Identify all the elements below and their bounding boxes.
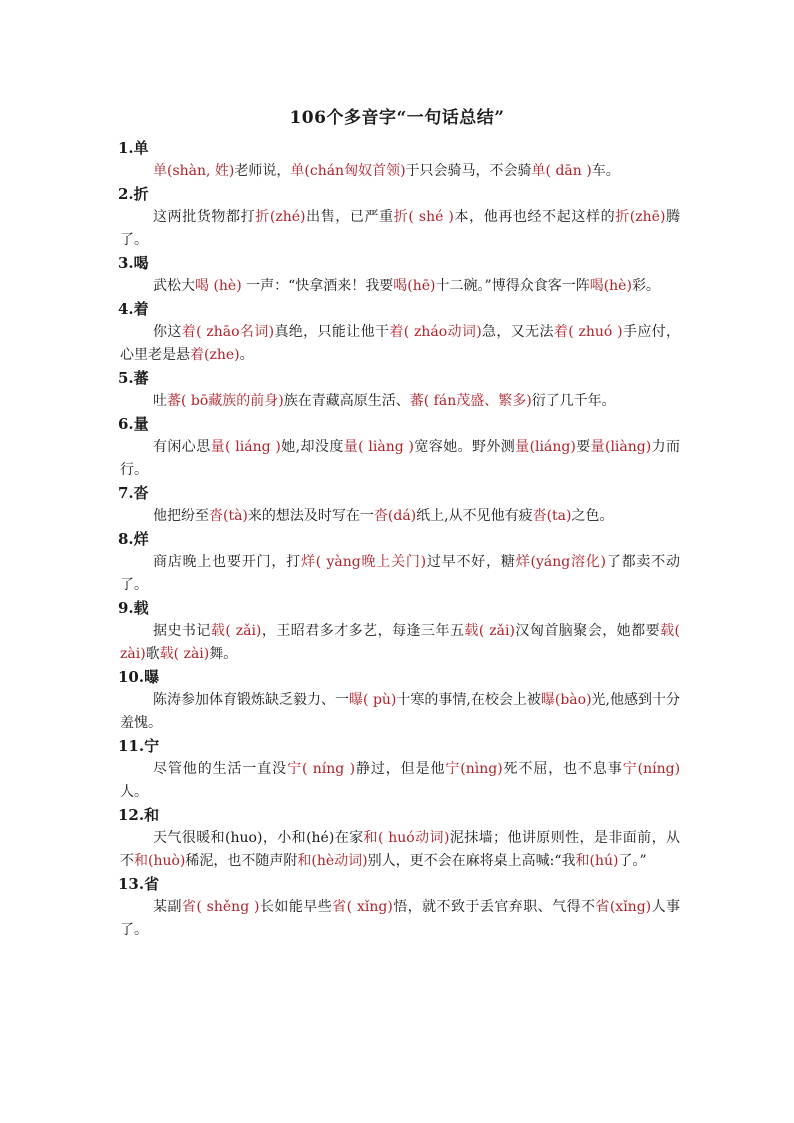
sentence-text: 商店晚上也要开门，打 <box>153 554 301 570</box>
entry-heading: 3.喝 <box>118 254 149 272</box>
sentence-text: 十二碗。”博得众食客一阵 <box>435 278 590 294</box>
entry-sentence <box>118 896 680 942</box>
entry-heading: 6.量 <box>118 415 149 433</box>
sentence-text: 这两批货物都打 <box>153 209 256 225</box>
pronunciation-annotation: 和( huó动词) <box>363 830 450 846</box>
pronunciation-annotation: 和(hè动词) <box>297 853 368 869</box>
pronunciation-annotation: 沓(tà) <box>209 508 248 524</box>
pronunciation-annotation: 折( shé ) <box>393 209 454 225</box>
pronunciation-annotation: 省( shěng ) <box>181 899 260 915</box>
sentence-text: 他把纷至 <box>153 508 209 524</box>
sentence-text: 真绝，只能让他干 <box>274 324 390 340</box>
sentence-text: 汉匈首脑聚会，她都要 <box>514 623 661 639</box>
sentence-text: 天气很暖和(huo)，小和(hé)在家 <box>153 830 364 846</box>
sentence-text: ，王昭君多才多艺，每逢三年五 <box>261 623 465 639</box>
sentence-text: 来的想法及时写在一 <box>247 508 374 524</box>
sentence-text: 悟，就不致于丢官弃职、气得不 <box>392 899 596 915</box>
pronunciation-annotation: 蕃( fán茂盛、繁多) <box>409 393 532 409</box>
sentence-text: 光,他感到十分羞愧。 <box>120 692 681 731</box>
pronunciation-annotation: 省( xǐng) <box>332 899 393 915</box>
entry-10 <box>118 666 680 735</box>
pronunciation-annotation: 曝( pù) <box>349 692 397 708</box>
pronunciation-annotation: 单(chán匈奴首领) <box>290 163 406 179</box>
sentence-text: 吐 <box>153 393 167 409</box>
pronunciation-annotation: 着( zhāo名词) <box>181 324 275 340</box>
pronunciation-annotation: 烊(yáng溶化) <box>515 554 607 570</box>
entry-heading: 7.沓 <box>118 484 149 502</box>
sentence-text: 尽管他的生活一直没 <box>153 761 288 777</box>
pronunciation-annotation: 喝(hē) <box>393 278 436 294</box>
pronunciation-annotation: 着( zháo动词) <box>389 324 482 340</box>
pronunciation-annotation: 折(zhē) <box>615 209 666 225</box>
sentence-text: 了。” <box>618 853 647 869</box>
sentence-text: 急，又无法 <box>481 324 554 340</box>
sentence-text: 之色。 <box>571 508 614 524</box>
entry-sentence <box>118 436 680 482</box>
sentence-text: 手应付，心里老是悬 <box>120 324 681 363</box>
pronunciation-annotation: 单( dān ) <box>531 163 592 179</box>
sentence-text: 衍了几千年。 <box>531 393 616 409</box>
pronunciation-annotation: 折(zhé) <box>255 209 306 225</box>
entry-sentence <box>118 206 680 252</box>
pronunciation-annotation: 单(shàn, 姓) <box>153 163 235 179</box>
entry-sentence <box>118 689 680 735</box>
entry-sentence <box>118 321 680 367</box>
entry-11 <box>118 735 680 804</box>
pronunciation-annotation: 曝(bào) <box>540 692 592 708</box>
pronunciation-annotation: 着(zhe) <box>190 347 240 363</box>
entry-13 <box>118 873 680 942</box>
pronunciation-annotation: 烊( yàng晚上关门) <box>300 554 427 570</box>
document-body <box>118 137 680 942</box>
sentence-text: 静过，但是他 <box>355 761 446 777</box>
pronunciation-annotation: 着( zhuó ) <box>553 324 623 340</box>
sentence-text: 一声：“快拿酒来！我要 <box>241 278 394 294</box>
sentence-text: 出售，已严重 <box>305 209 394 225</box>
sentence-text: 了都卖不动了。 <box>120 554 681 593</box>
sentence-text: 人事了。 <box>120 899 681 938</box>
entry-heading: 10.曝 <box>118 668 160 686</box>
entry-sentence <box>118 160 680 183</box>
pronunciation-annotation: 量( liáng ) <box>210 439 281 455</box>
entry-2 <box>118 183 680 252</box>
sentence-text: 车。 <box>591 163 620 179</box>
sentence-text: 过早不好，糖 <box>426 554 516 570</box>
sentence-text: 泥抹墙；他讲原则性，是非面前，从不 <box>120 830 680 869</box>
sentence-text: 她,却没度 <box>280 439 344 455</box>
sentence-text: 族在青藏高原生活、 <box>283 393 410 409</box>
entry-9 <box>118 597 680 666</box>
entry-heading: 12.和 <box>118 806 160 824</box>
pronunciation-annotation: 宁(níng) <box>622 761 681 777</box>
sentence-text: 歌 <box>145 646 160 662</box>
sentence-text: 武松大 <box>153 278 195 294</box>
sentence-text: 腾了。 <box>120 209 681 248</box>
entry-sentence <box>118 758 680 804</box>
sentence-text: 某副 <box>153 899 182 915</box>
entry-4 <box>118 298 680 367</box>
sentence-text: 长如能早些 <box>259 899 333 915</box>
entry-heading: 11.宁 <box>118 737 160 755</box>
entry-heading: 13.省 <box>118 875 160 893</box>
sentence-text: 于只会骑马，不会骑 <box>405 163 532 179</box>
entry-heading: 1.单 <box>118 139 149 157</box>
sentence-text: 。 <box>239 347 254 363</box>
pronunciation-annotation: 和(hú) <box>575 853 619 869</box>
entry-3 <box>118 252 680 298</box>
sentence-text: 别人，更不会在麻将桌上高喊:“我 <box>367 853 576 869</box>
entry-sentence <box>118 505 680 528</box>
sentence-text: 死不屈，也不息事 <box>502 761 623 777</box>
entry-5 <box>118 367 680 413</box>
document-title: 106个多音字“一句话总结” <box>289 108 505 128</box>
sentence-text: 陈涛参加体育锻炼缺乏毅力、一 <box>153 692 350 708</box>
entry-12 <box>118 804 680 873</box>
entry-6 <box>118 413 680 482</box>
entry-heading: 5.蕃 <box>118 369 149 387</box>
entry-sentence <box>118 827 680 873</box>
pronunciation-annotation: 宁(nìng) <box>445 761 503 777</box>
pronunciation-annotation: 喝(hè) <box>589 278 632 294</box>
entry-sentence <box>118 275 680 298</box>
pronunciation-annotation: 量(liáng) <box>515 439 576 455</box>
entry-heading: 2.折 <box>118 185 149 203</box>
entry-sentence <box>118 551 680 597</box>
entry-8 <box>118 528 680 597</box>
pronunciation-annotation: 宁( níng ) <box>287 761 356 777</box>
pronunciation-annotation: 量(liàng) <box>590 439 652 455</box>
pronunciation-annotation: 喝 (hè) <box>195 278 242 294</box>
sentence-text: 彩。 <box>631 278 660 294</box>
sentence-text: 要 <box>575 439 591 455</box>
pronunciation-annotation: 载( zài) <box>120 623 681 662</box>
pronunciation-annotation: 省(xǐng) <box>595 899 652 915</box>
entry-7 <box>118 482 680 528</box>
entry-heading: 9.载 <box>118 599 149 617</box>
pronunciation-annotation: 沓(dá) <box>373 508 417 524</box>
sentence-text: 力而行。 <box>120 439 680 478</box>
entry-heading: 4.着 <box>118 300 149 318</box>
sentence-text: 纸上,从不见他有疲 <box>416 508 533 524</box>
sentence-text: 有闲心思 <box>153 439 211 455</box>
pronunciation-annotation: 载( zǎi) <box>210 623 262 639</box>
entry-1 <box>118 137 680 183</box>
pronunciation-annotation: 蕃( bō藏族的前身) <box>167 393 284 409</box>
entry-sentence <box>118 390 680 413</box>
pronunciation-annotation: 量( liàng ) <box>343 439 415 455</box>
sentence-text: 稀泥，也不随声附 <box>185 853 298 869</box>
sentence-text: 本，他再也经不起这样的 <box>453 209 616 225</box>
pronunciation-annotation: 和(huò) <box>134 853 186 869</box>
sentence-text: 十寒的事情,在校会上被 <box>396 692 541 708</box>
entry-heading: 8.烊 <box>118 530 149 548</box>
pronunciation-annotation: 载( zài) <box>159 646 210 662</box>
sentence-text: 老师说， <box>234 163 291 179</box>
pronunciation-annotation: 载( zǎi) <box>464 623 515 639</box>
sentence-text: 舞。 <box>209 646 238 662</box>
sentence-text: 你这 <box>153 324 182 340</box>
entry-sentence <box>118 620 680 666</box>
sentence-text: 人。 <box>120 784 148 800</box>
sentence-text: 宽容她。野外测 <box>414 439 516 455</box>
sentence-text: 据史书记 <box>153 623 211 639</box>
pronunciation-annotation: 沓(ta) <box>532 508 572 524</box>
